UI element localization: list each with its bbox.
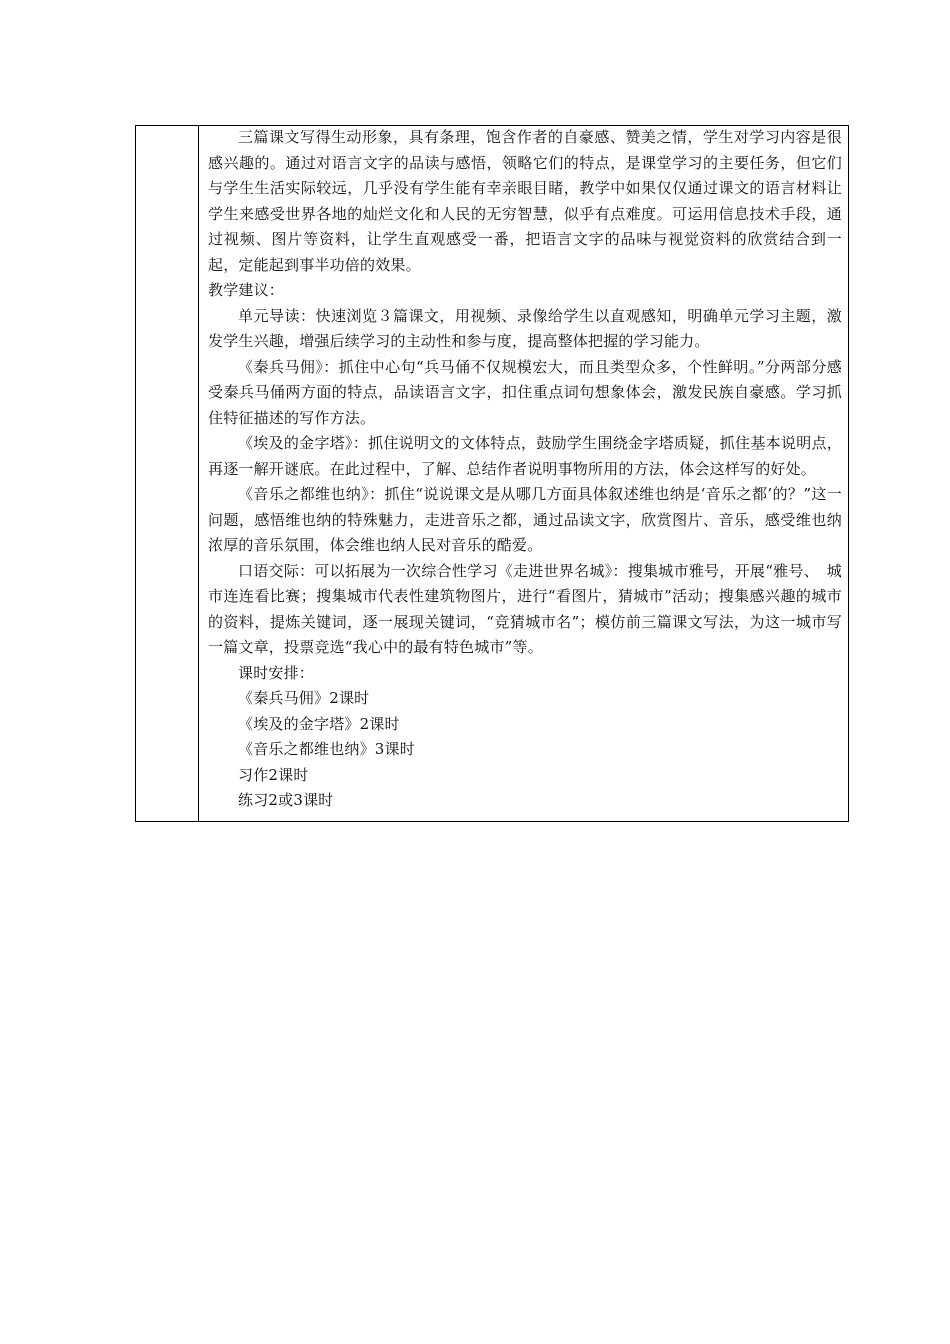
- teaching-suggestions-heading: 教学建议：: [208, 281, 285, 299]
- analysis-paragraph: 三篇课文写得生动形象，具有条理，饱含作者的自豪感、赞美之情，学生对学习内容是很感兴趣的。通过对语言文字的品读与感悟，领略它们的特点，是课堂学习的主要任务，但它们与学生生活实际较远，几乎没有学生能有幸亲眼目睹，教学中如果仅仅通过课文的语言材料让学生来感受世界各地的灿烂文化和人民的无穷智慧，似乎有点难度。可运用信息技术手段，通过视频、图片等资料，让学生直观感受一番，把语言文字的品味与视觉资料的欣赏结合到一起，定能起到事半功倍的效果。: [208, 128, 842, 274]
- unit-guide-paragraph: 单元导读：快速浏览３篇课文，用视频、录像给学生以直观感知，明确单元学习主题，激发学生兴趣，增强后续学习的主动性和参与度，提高整体把握的学习能力。: [208, 306, 842, 350]
- pyramids-paragraph: 《埃及的金字塔》：抓住说明文的文体特点，鼓励学生围绕金字塔质疑，抓住基本说明点，再逐一解开谜底。在此过程中，了解、总结作者说明事物所用的方法，体会这样写的好处。: [208, 434, 842, 478]
- terracotta-army-paragraph: 《秦兵马佣》：抓住中心句“兵马俑不仅规模宏大，而且类型众多，个性鲜明。”分两部分感受秦兵马俑两方面的特点，品读语言文字，扣住重点词句想象体会，激发民族自豪感。学习抓住特征描述的写作方法。: [208, 357, 842, 427]
- table-content-cell: [199, 126, 848, 821]
- schedule-item: 《埃及的金字塔》2课时: [238, 714, 400, 733]
- vienna-paragraph: 《音乐之都维也纳》：抓住“说说课文是从哪几方面具体叙述维也纳是‘音乐之都’的？”这一问题，感悟维也纳的特殊魅力，走进音乐之都，通过品读文字，欣赏图片、音乐，感受维也纳浓厚的音乐氛围，体会维也纳人民对音乐的酷爱。: [208, 485, 842, 554]
- schedule-item: 习作2课时: [238, 765, 309, 784]
- table-column-label: [136, 126, 199, 821]
- schedule-item: 《秦兵马佣》2课时: [238, 689, 370, 707]
- schedule-title: 课时安排：: [238, 663, 315, 682]
- oral-communication-paragraph: 口语交际：可以拓展为一次综合性学习《走进世界名城》：搜集城市雅号，开展“雅号、 城市连连看比赛；搜集城市代表性建筑物图片，进行“看图片，猜城市”活动；搜集感兴趣的城市的资料，提炼关键词，逐一展现关键词，“竞猜城市名”；模仿前三篇课文写法，为这一城市写一篇文章，投票竞选“我心中的最有特色城市”等。: [208, 561, 842, 656]
- schedule-item: 《音乐之都维也纳》3课时: [238, 740, 415, 758]
- lesson-plan-table: [135, 125, 849, 822]
- schedule-item: 练习2或3课时: [238, 791, 334, 809]
